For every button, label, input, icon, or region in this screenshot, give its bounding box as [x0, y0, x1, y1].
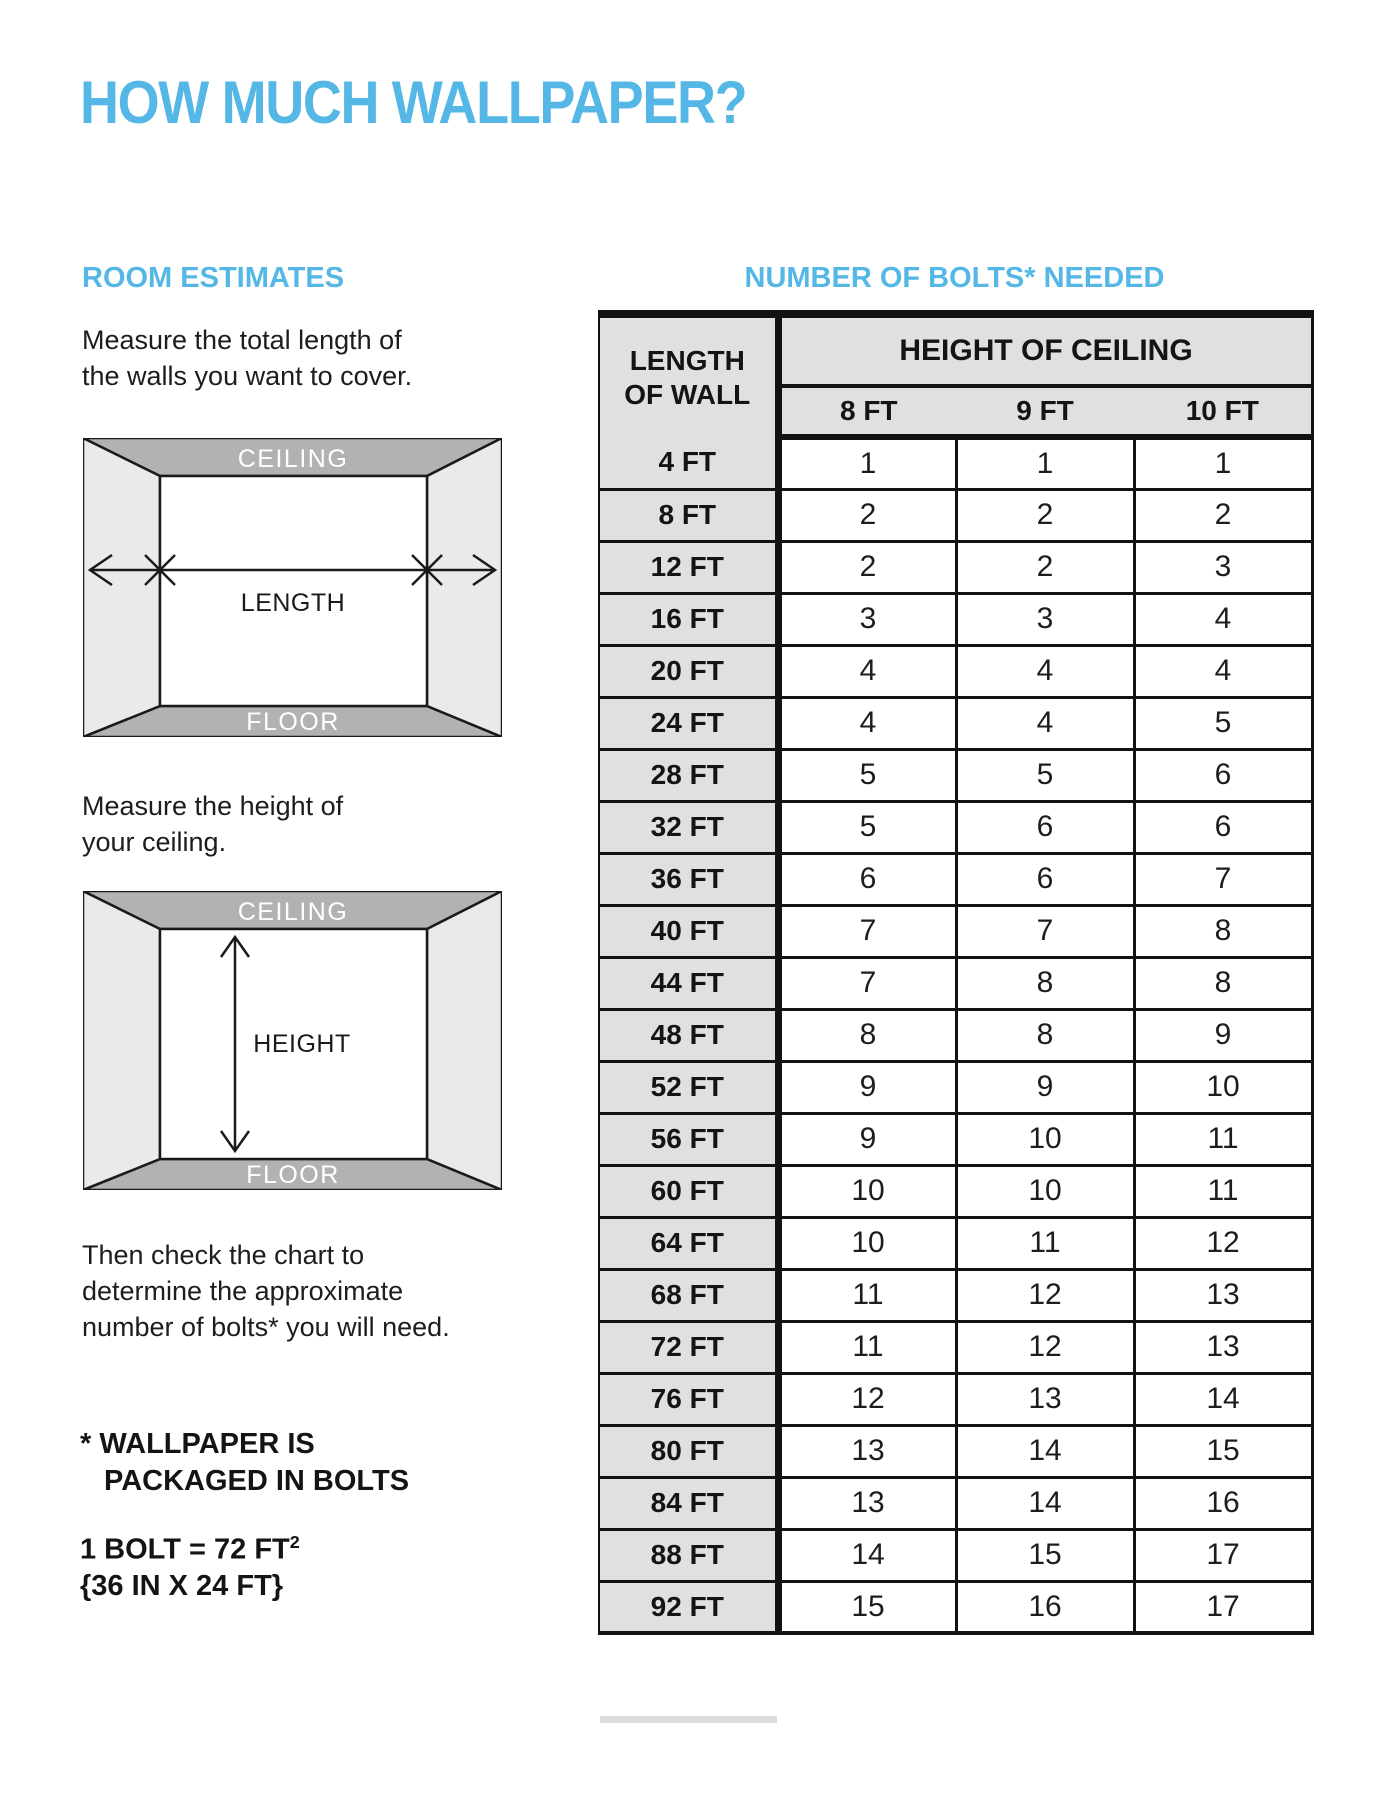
instruction-chart-line3: number of bolts* you will need. — [82, 1312, 450, 1342]
instruction-height — [82, 788, 343, 860]
bolt-count-cell: 16 — [1134, 1477, 1312, 1529]
table-row — [599, 801, 1312, 853]
bolts-table-body — [599, 437, 1312, 1633]
floor-label: FLOOR — [246, 1161, 340, 1189]
wall-length-cell: 84 FT — [599, 1477, 778, 1529]
bolt-dimensions: {36 IN X 24 FT} — [80, 1569, 284, 1602]
wall-length-cell: 52 FT — [599, 1061, 778, 1113]
col-header-8ft: 8 FT — [778, 386, 956, 437]
bolt-count-cell: 11 — [1134, 1113, 1312, 1165]
table-row — [599, 1477, 1312, 1529]
instruction-length — [82, 322, 412, 394]
table-row — [599, 697, 1312, 749]
wall-length-cell: 44 FT — [599, 957, 778, 1009]
wall-length-cell: 76 FT — [599, 1373, 778, 1425]
table-row — [599, 749, 1312, 801]
ceiling-label: CEILING — [237, 898, 349, 926]
table-row — [599, 1373, 1312, 1425]
wall-length-cell: 72 FT — [599, 1321, 778, 1373]
bolt-count-cell: 14 — [956, 1425, 1134, 1477]
ceiling-label: CEILING — [237, 445, 349, 473]
bolt-count-cell: 8 — [1134, 957, 1312, 1009]
bolt-count-cell: 4 — [778, 645, 956, 697]
right-wall-surface — [427, 438, 502, 737]
table-row — [599, 1425, 1312, 1477]
bolt-count-cell: 8 — [778, 1009, 956, 1061]
bolt-count-cell: 2 — [778, 489, 956, 541]
table-row — [599, 853, 1312, 905]
bolt-count-cell: 11 — [1134, 1165, 1312, 1217]
bolt-count-cell: 6 — [1134, 801, 1312, 853]
bolt-count-cell: 17 — [1134, 1529, 1312, 1581]
bolt-count-cell: 3 — [956, 593, 1134, 645]
table-row — [599, 1061, 1312, 1113]
table-row — [599, 1321, 1312, 1373]
bolt-count-cell: 13 — [1134, 1321, 1312, 1373]
squared-superscript: 2 — [289, 1532, 300, 1552]
wall-length-cell: 8 FT — [599, 489, 778, 541]
asterisk: * — [80, 1428, 92, 1460]
bolt-count-cell: 13 — [778, 1425, 956, 1477]
bolt-count-cell: 1 — [1134, 437, 1312, 489]
table-row — [599, 645, 1312, 697]
bolt-count-cell: 4 — [956, 697, 1134, 749]
wall-length-cell: 92 FT — [599, 1581, 778, 1633]
wall-length-cell: 40 FT — [599, 905, 778, 957]
bolt-count-cell: 14 — [1134, 1373, 1312, 1425]
bolt-count-cell: 10 — [778, 1217, 956, 1269]
bolt-count-cell: 4 — [1134, 593, 1312, 645]
bolt-count-cell: 2 — [956, 541, 1134, 593]
page-title: HOW MUCH WALLPAPER? — [80, 69, 747, 136]
table-row — [599, 1165, 1312, 1217]
table-row — [599, 593, 1312, 645]
instruction-length-line1: Measure the total length of — [82, 325, 402, 355]
bolt-equation: 1 BOLT = 72 $FT^2$ — [80, 1532, 300, 1566]
bolt-count-cell: 1 — [956, 437, 1134, 489]
room-estimates-heading: ROOM ESTIMATES — [82, 262, 345, 294]
bolt-count-cell: 10 — [956, 1165, 1134, 1217]
table-row — [599, 957, 1312, 1009]
bolt-count-cell: 13 — [956, 1373, 1134, 1425]
instruction-height-line1: Measure the height of — [82, 791, 344, 821]
left-wall-surface — [83, 438, 160, 737]
length-label: LENGTH — [240, 589, 346, 617]
table-row — [599, 1217, 1312, 1269]
room-height-diagram-svg — [83, 891, 502, 1190]
wall-length-cell: 48 FT — [599, 1009, 778, 1061]
bolt-count-cell: 10 — [1134, 1061, 1312, 1113]
instruction-chart-line1: Then check the chart to — [82, 1240, 365, 1270]
table-row — [599, 541, 1312, 593]
bolts-needed-heading: NUMBER OF BOLTS* NEEDED — [744, 262, 1165, 294]
wall-length-cell: 60 FT — [599, 1165, 778, 1217]
bolt-count-cell: 9 — [778, 1061, 956, 1113]
right-wall-surface — [427, 891, 502, 1190]
footnote-line1: * WALLPAPER IS — [80, 1428, 315, 1460]
bolt-count-cell: 11 — [778, 1269, 956, 1321]
bolt-count-cell: 12 — [956, 1321, 1134, 1373]
bolt-count-cell: 13 — [1134, 1269, 1312, 1321]
bolt-count-cell: 5 — [956, 749, 1134, 801]
wall-length-cell: 36 FT — [599, 853, 778, 905]
bolt-count-cell: 7 — [956, 905, 1134, 957]
table-bottom-shadow — [600, 1716, 777, 1723]
room-height-diagram — [83, 891, 502, 1190]
height-label: HEIGHT — [253, 1030, 351, 1058]
bolt-count-cell: 7 — [778, 957, 956, 1009]
bolt-count-cell: 1 — [778, 437, 956, 489]
bolt-count-cell: 4 — [956, 645, 1134, 697]
wall-length-cell: 80 FT — [599, 1425, 778, 1477]
instruction-length-line2: the walls you want to cover. — [82, 361, 413, 391]
bolt-count-cell: 5 — [1134, 697, 1312, 749]
bolt-count-cell: 8 — [956, 957, 1134, 1009]
bolt-count-cell: 8 — [1134, 905, 1312, 957]
bolt-count-cell: 7 — [1134, 853, 1312, 905]
wall-length-cell: 56 FT — [599, 1113, 778, 1165]
floor-label: FLOOR — [246, 708, 340, 736]
bolt-count-cell: 6 — [956, 853, 1134, 905]
bolt-count-cell: 15 — [1134, 1425, 1312, 1477]
bolt-count-cell: 11 — [956, 1217, 1134, 1269]
instruction-chart-line2: determine the approximate — [82, 1276, 404, 1306]
room-length-diagram — [83, 438, 502, 737]
wall-length-cell: 88 FT — [599, 1529, 778, 1581]
bolt-count-cell: 13 — [778, 1477, 956, 1529]
table-row — [599, 437, 1312, 489]
table-row — [599, 1009, 1312, 1061]
bolt-size-info — [80, 1524, 300, 1604]
bolt-count-cell: 14 — [956, 1477, 1134, 1529]
table-group-header-row — [599, 314, 1312, 386]
bolt-count-cell: 2 — [956, 489, 1134, 541]
wall-length-cell: 4 FT — [599, 437, 778, 489]
wall-length-cell: 12 FT — [599, 541, 778, 593]
wall-length-cell: 16 FT — [599, 593, 778, 645]
bolt-count-cell: 3 — [778, 593, 956, 645]
instruction-chart — [82, 1237, 450, 1345]
bolt-count-cell: 11 — [778, 1321, 956, 1373]
wall-length-cell: 64 FT — [599, 1217, 778, 1269]
table-row — [599, 1529, 1312, 1581]
bolt-count-cell: 5 — [778, 749, 956, 801]
bolt-count-cell: 5 — [778, 801, 956, 853]
bolt-count-cell: 4 — [778, 697, 956, 749]
bolts-footnote — [80, 1426, 409, 1500]
bolt-count-cell: 2 — [778, 541, 956, 593]
bolt-count-cell: 14 — [778, 1529, 956, 1581]
wall-length-cell: 68 FT — [599, 1269, 778, 1321]
footnote-line2: PACKAGED IN BOLTS — [104, 1465, 410, 1497]
wall-length-cell: 28 FT — [599, 749, 778, 801]
table-row — [599, 1113, 1312, 1165]
bolt-count-cell: 9 — [956, 1061, 1134, 1113]
bolt-count-cell: 10 — [956, 1113, 1134, 1165]
table-row — [599, 1269, 1312, 1321]
height-of-ceiling-header: HEIGHT OF CEILING — [778, 314, 1312, 386]
bolt-count-cell: 6 — [778, 853, 956, 905]
bolt-count-cell: 15 — [956, 1529, 1134, 1581]
bolt-count-cell: 9 — [778, 1113, 956, 1165]
bolt-count-cell: 2 — [1134, 489, 1312, 541]
bolt-count-cell: 6 — [956, 801, 1134, 853]
bolt-count-cell: 15 — [778, 1581, 956, 1633]
table-row — [599, 905, 1312, 957]
col-header-10ft: 10 FT — [1134, 386, 1312, 437]
bolt-count-cell: 8 — [956, 1009, 1134, 1061]
bolt-count-cell: 10 — [778, 1165, 956, 1217]
bolt-count-cell: 4 — [1134, 645, 1312, 697]
wall-length-cell: 24 FT — [599, 697, 778, 749]
bolt-count-cell: 6 — [1134, 749, 1312, 801]
wall-length-cell: 32 FT — [599, 801, 778, 853]
wall-length-cell: 20 FT — [599, 645, 778, 697]
bolt-count-cell: 16 — [956, 1581, 1134, 1633]
table-row — [599, 1581, 1312, 1633]
bolt-count-cell: 12 — [1134, 1217, 1312, 1269]
bolt-count-cell: 17 — [1134, 1581, 1312, 1633]
table-row — [599, 489, 1312, 541]
instruction-height-line2: your ceiling. — [82, 827, 227, 857]
bolts-table — [598, 310, 1314, 1635]
length-of-wall-header: LENGTH OF WALL — [599, 314, 778, 437]
col-header-9ft: 9 FT — [956, 386, 1134, 437]
bolt-count-cell: 9 — [1134, 1009, 1312, 1061]
left-wall-surface — [83, 891, 160, 1190]
bolt-count-cell: 7 — [778, 905, 956, 957]
room-length-diagram-svg — [83, 438, 502, 737]
bolt-count-cell: 12 — [778, 1373, 956, 1425]
bolt-count-cell: 3 — [1134, 541, 1312, 593]
bolt-count-cell: 12 — [956, 1269, 1134, 1321]
